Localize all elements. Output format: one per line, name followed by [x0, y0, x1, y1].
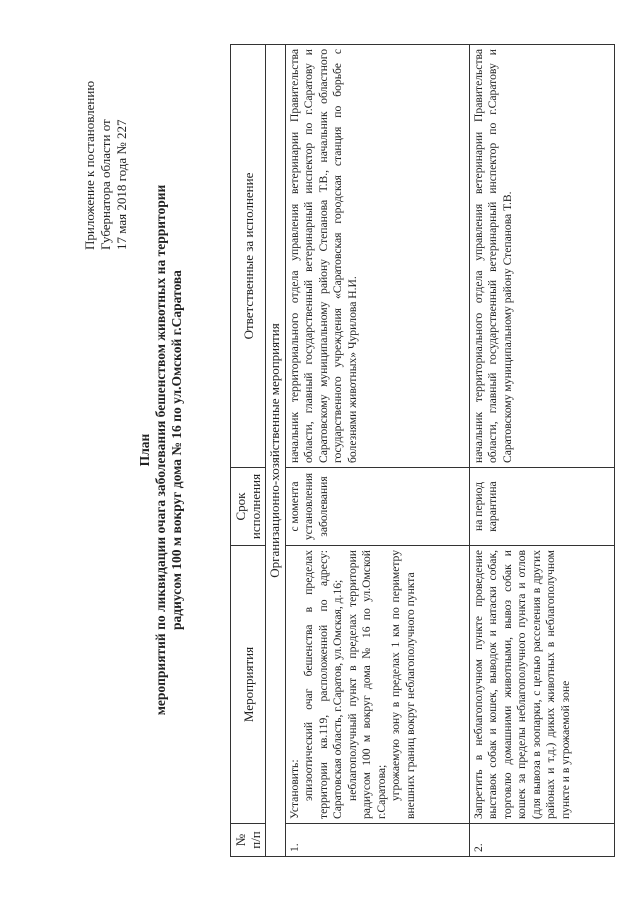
measure-paragraph: неблагополучный пункт в пределах территории радиусом 100 м вокруг дома № 16 по ул.Омской г.Саратова; — [345, 550, 388, 819]
plan-table — [230, 44, 615, 857]
header-term: Срок исполнения — [231, 468, 266, 546]
appendix-line-3: 17 мая 2018 года № 227 — [114, 119, 129, 250]
measure-intro: Установить: — [287, 759, 301, 819]
appendix-note — [82, 20, 130, 250]
table-row — [469, 45, 614, 857]
row-responsible: начальник территориального отдела управления ветеринарии Правительства области, главный государственный ветеринарный инспектор по г.Саратову и Саратовскому муниципальному району Степанова Т.В. — [469, 45, 614, 468]
appendix-line-1: Приложение к постановлению — [82, 80, 97, 250]
measure-paragraph: эпизоотический очаг бешенства в пределах территории кв.119, расположенной по адресу: Саратовская область, г.Саратов, ул.Омская, д.16; — [302, 550, 344, 819]
table-row — [285, 45, 469, 857]
row-responsible: начальник территориального отдела управления ветеринарии Правительства области, главный государственный ветеринарный инспектор по г.Саратову и Саратовскому муниципальному району Степанова Т.В., начальник областного государственного учреждения «Саратовская городская станция по борьбе с болезнями животных» Чурилова Н.И. — [285, 45, 469, 468]
row-term: с момента установления заболевания — [285, 468, 469, 546]
row-term: на период карантина — [469, 468, 614, 546]
title-line-3: радиусом 100 м вокруг дома № 16 по ул.Омской г.Саратова — [169, 270, 184, 630]
title-line-1: План — [137, 433, 152, 467]
title-line-2: мероприятий по ликвидации очага заболевания бешенством животных на территории — [153, 184, 168, 716]
document-title — [137, 55, 185, 845]
row-measures — [285, 546, 469, 824]
section-title: Организационно-хозяйственные мероприятия — [266, 45, 286, 857]
header-measures: Мероприятия — [231, 546, 266, 824]
appendix-line-2: Губернатора области от — [98, 119, 113, 250]
row-number: 1. — [285, 824, 469, 857]
header-num: № п/п — [231, 824, 266, 857]
measure-paragraph: угрожаемую зону в пределах 1 км по периметру внешних границ вокруг неблагополучного пункта — [389, 550, 417, 819]
row-number: 2. — [469, 824, 614, 857]
header-responsible: Ответственные за исполнение — [231, 45, 266, 468]
row-measures: Запретить в неблагополучном пункте проведение выставок собак и кошек, выводок и натаски собак, торговлю домашними животными, вывоз собак и кошек за пределы неблагополучного пункта и отлов (для вывоза в зоопарки, с целью расселения в других районах и т.д.) диких животных в неблагополучном пункте и в угрожаемой зоне — [469, 546, 614, 824]
